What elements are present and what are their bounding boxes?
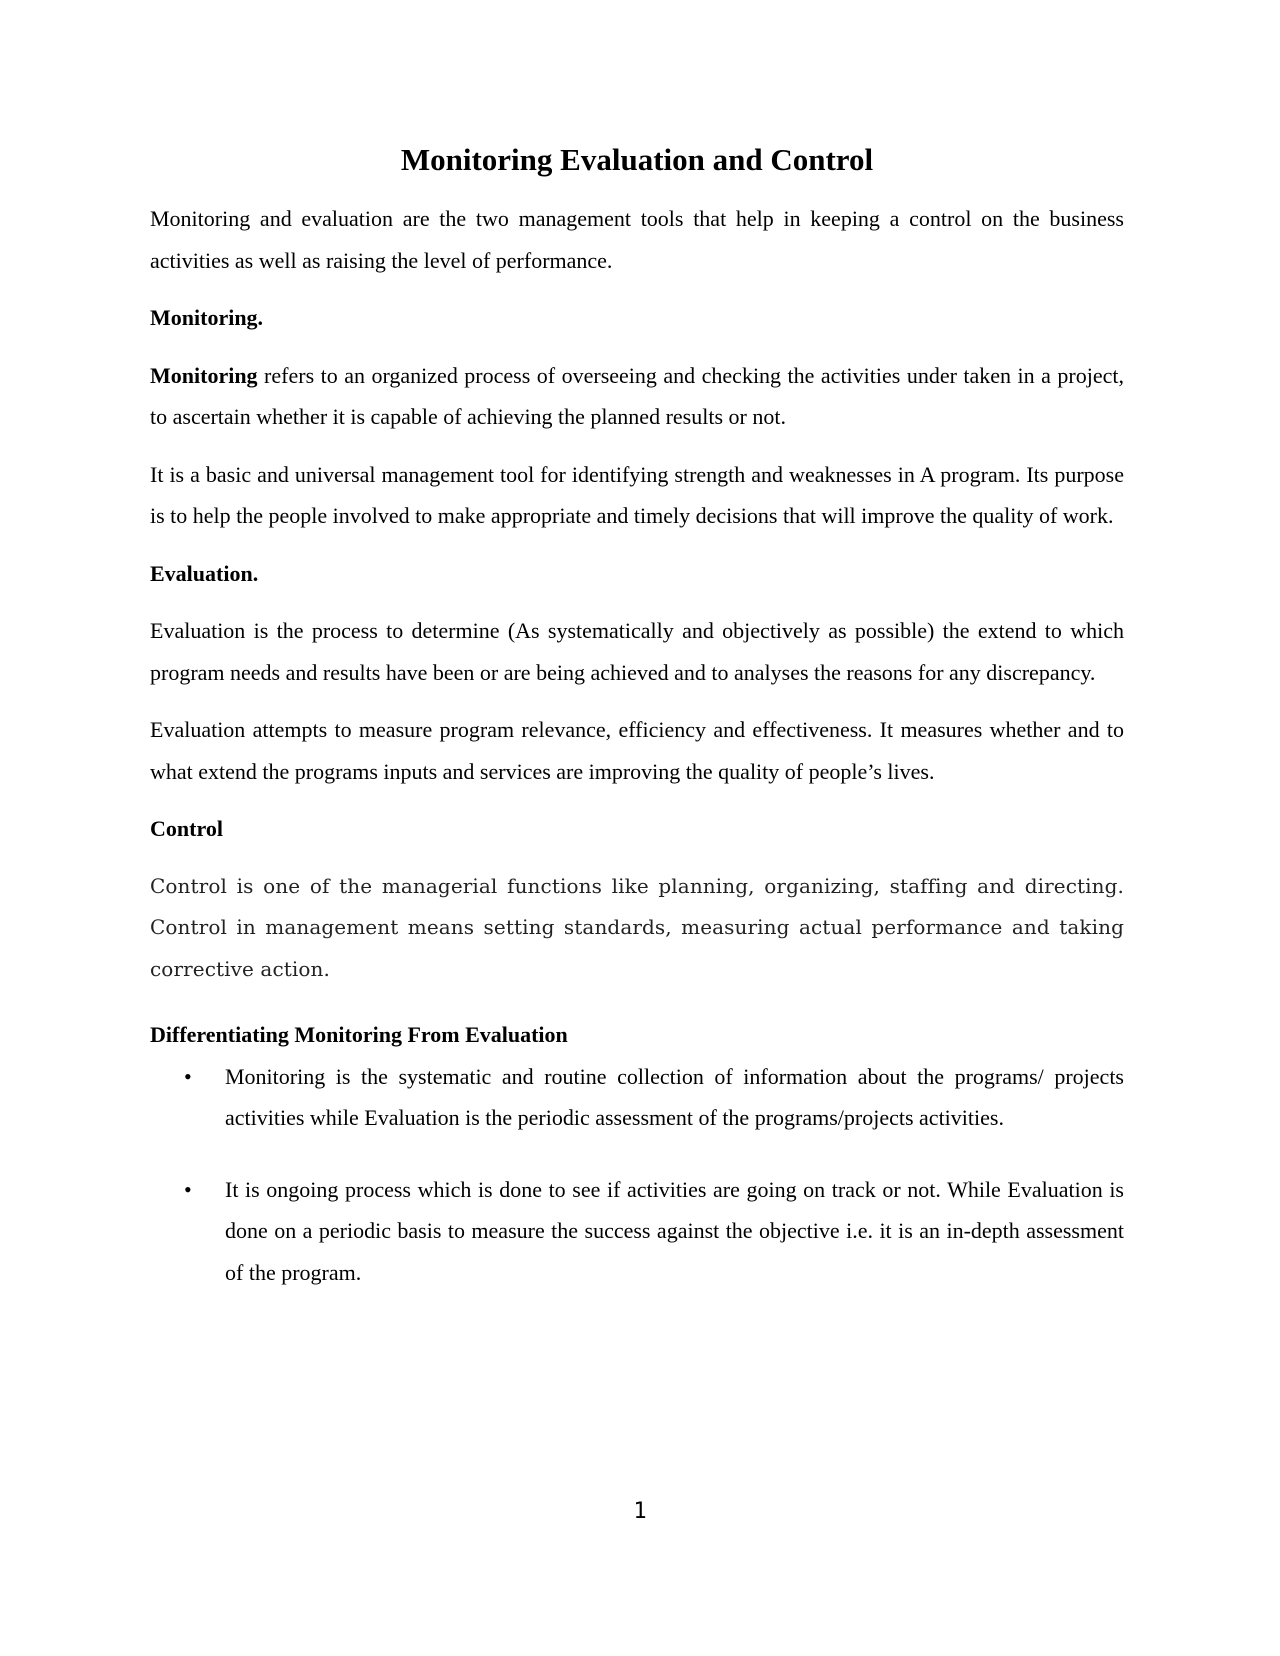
evaluation-paragraph-1: Evaluation is the process to determine (As systematically and objectively as possible) the extend to which program needs and results have been or are being achieved and to analyses the reasons for any discrepancy. [150,618,1124,685]
list-item [150,1056,1124,1139]
bullet-icon: • [184,1063,192,1089]
list-item-text: It is ongoing process which is done to see if activities are going on track or not. While Evaluation is done on a periodic basis to measure the success against the objective i.e. it is an in-depth assessment of the program. [225,1176,1124,1285]
monitoring-paragraph-2: It is a basic and universal management tool for identifying strength and weaknesses in A program. Its purpose is to help the people involved to make appropriate and timely decisions that will improve the quality of work. [150,461,1124,528]
list-item-text: Monitoring is the systematic and routine collection of information about the programs/ projects activities while Evaluation is the periodic assessment of the programs/projects activities. [225,1063,1124,1130]
document-title: Monitoring Evaluation and Control [400,142,874,177]
bullet-icon: • [184,1176,192,1202]
list-item [150,1169,1124,1294]
intro-paragraph: Monitoring and evaluation are the two management tools that help in keeping a control on the business activities as well as raising the level of performance. [150,206,1124,273]
control-heading: Control [150,816,223,841]
differentiating-heading: Differentiating Monitoring From Evaluation [150,1022,568,1047]
evaluation-heading: Evaluation. [150,560,259,586]
monitoring-definition: refers to an organized process of overseeing and checking the activities under taken in a project, to ascertain whether it is capable of achieving the planned results or not. [150,362,1124,429]
differentiating-list [150,1056,1124,1294]
monitoring-term: Monitoring [150,362,258,388]
monitoring-heading: Monitoring. [150,305,264,330]
control-paragraph: Control is one of the managerial functions like planning, organizing, staffing and directing. Control in management means setting standards, measuring actual performance and taking corrective action. [150,873,1124,981]
monitoring-paragraph-1 [150,355,1124,438]
evaluation-paragraph-2: Evaluation attempts to measure program relevance, efficiency and effectiveness. It measures whether and to what extend the programs inputs and services are improving the quality of people’s lives. [150,717,1124,784]
page-number: 1 [633,1499,647,1524]
page-content [150,140,1124,1323]
